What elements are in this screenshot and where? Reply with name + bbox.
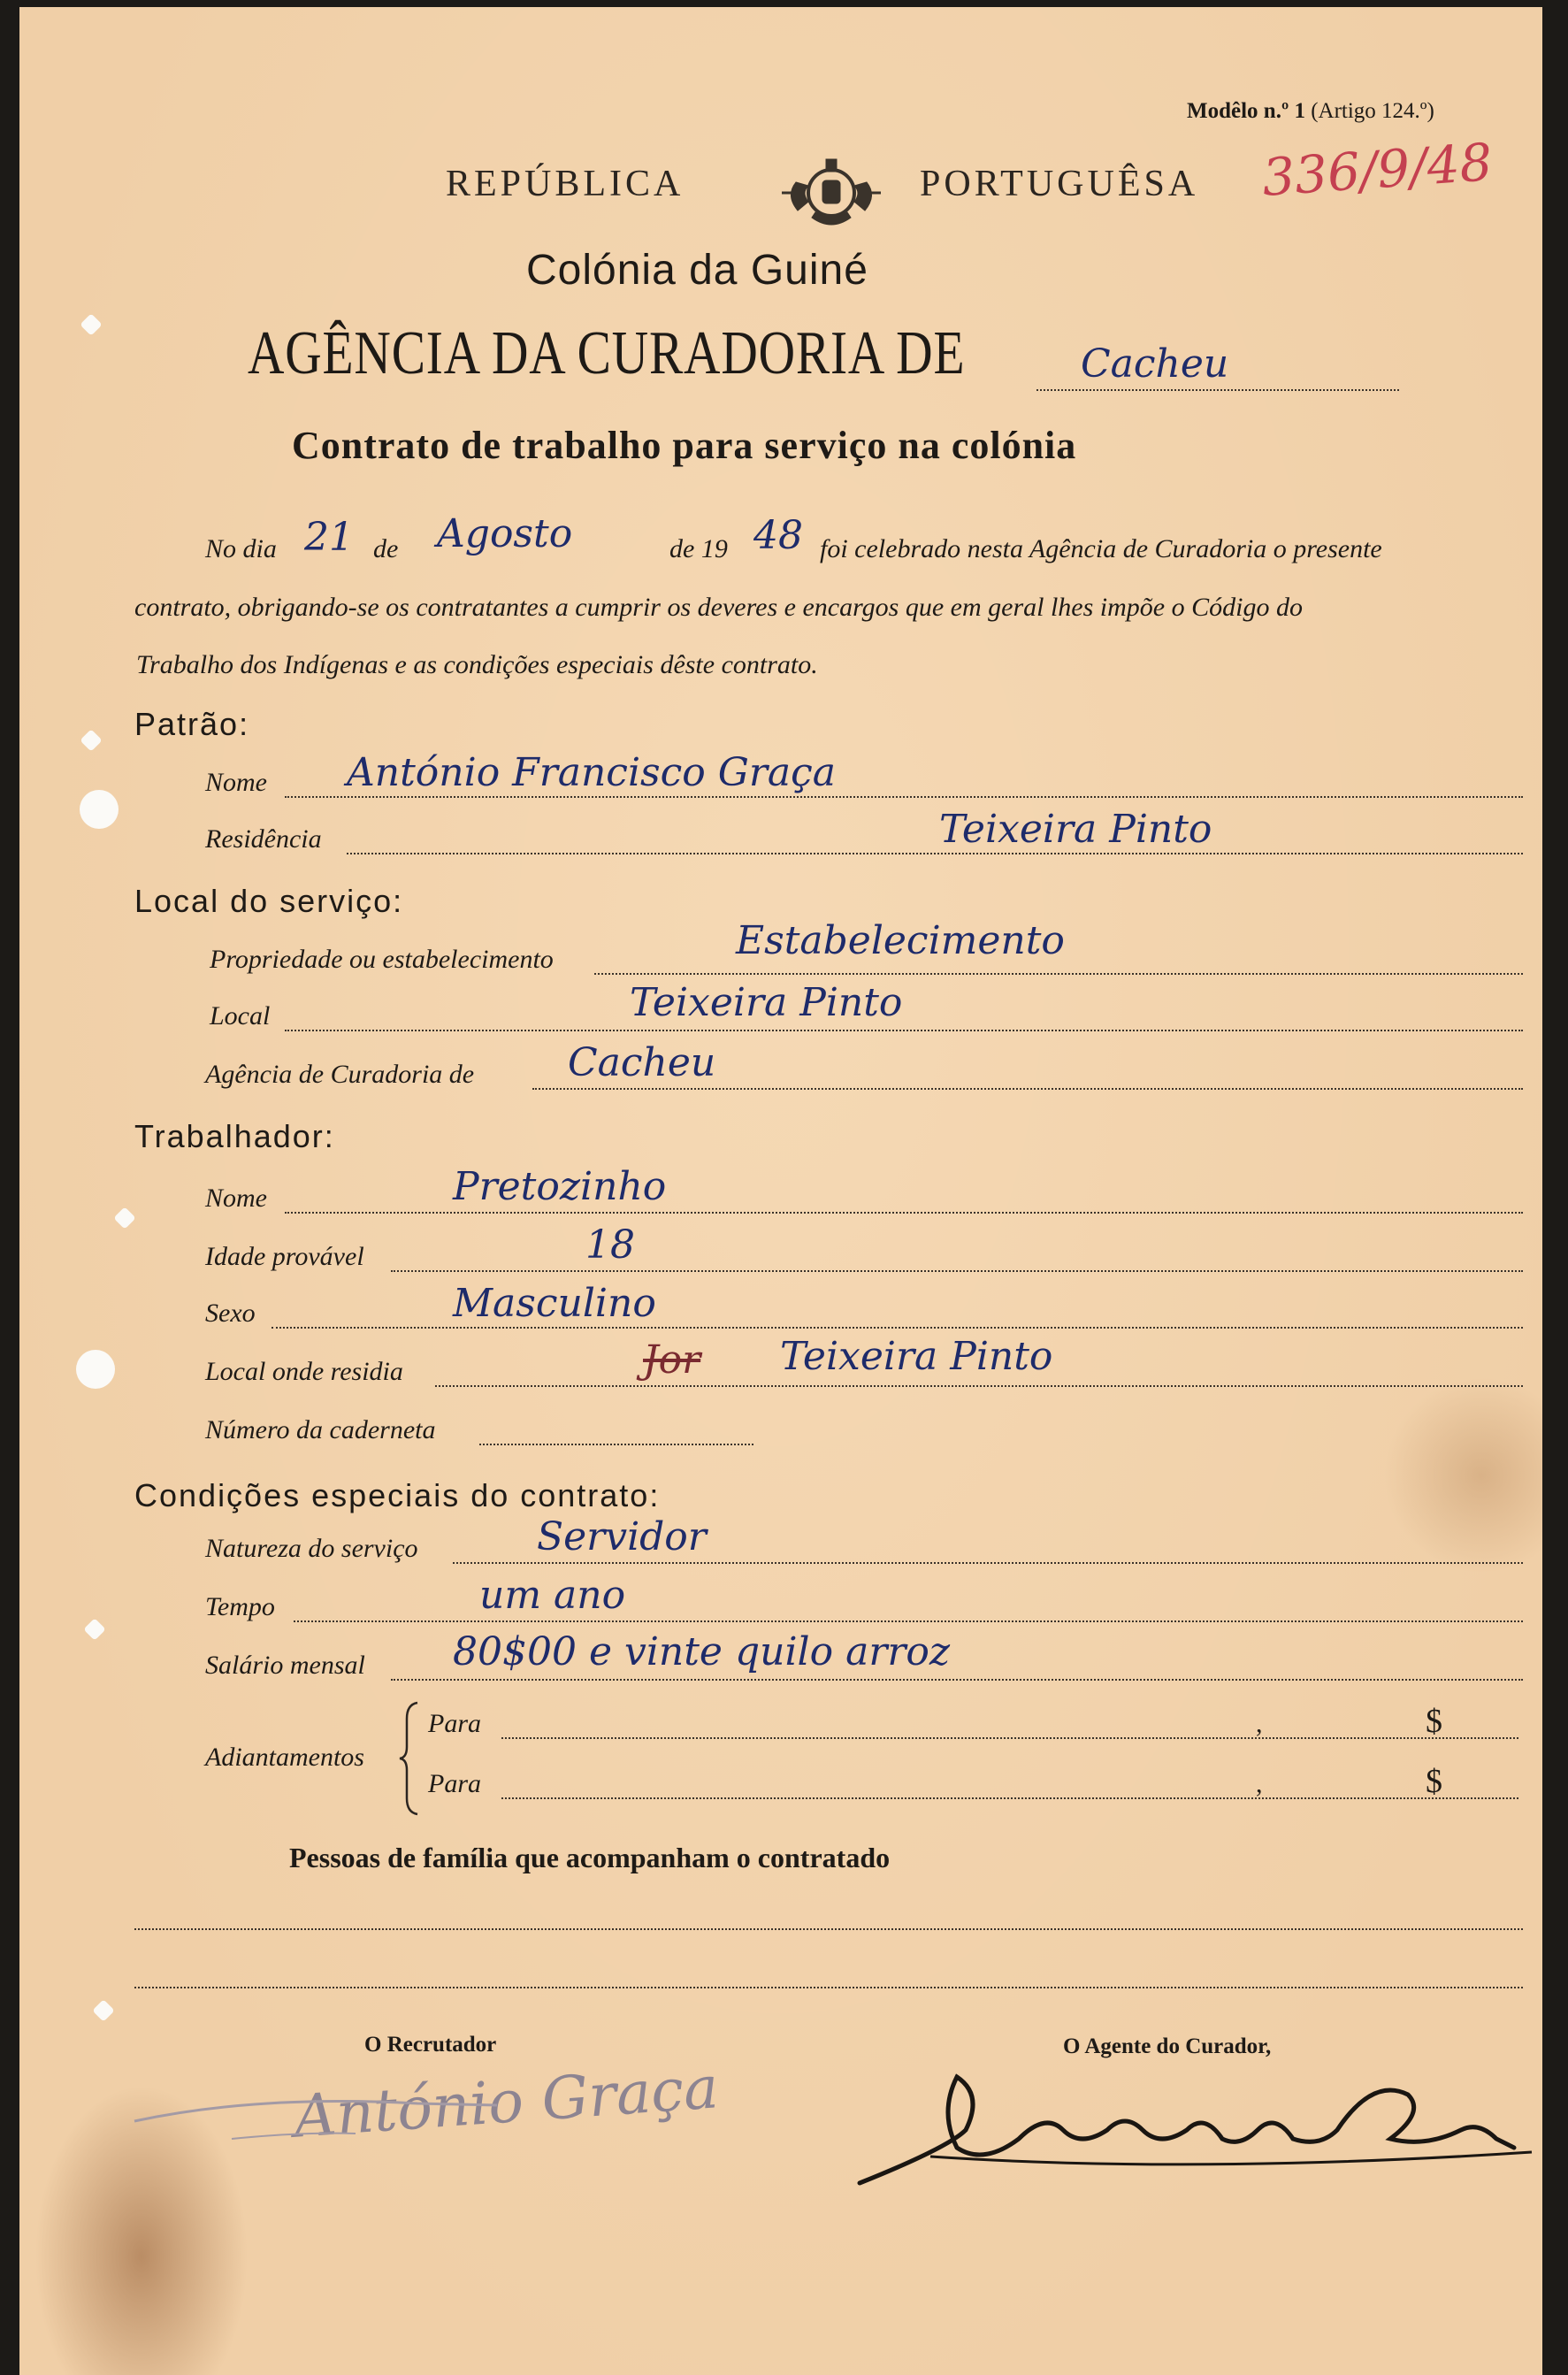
- patrao-nome-value: António Francisco Graça: [347, 750, 837, 795]
- para-1-comma: ,: [1256, 1709, 1263, 1738]
- salario-line: [391, 1679, 1523, 1681]
- portuguesa-label: PORTUGUÊSA: [920, 164, 1199, 204]
- patrao-nome-line: [285, 796, 1523, 798]
- punch-nick-3: [113, 1207, 135, 1229]
- propriedade-label: Propriedade ou estabelecimento: [210, 945, 554, 974]
- intro-rest-line1: foi celebrado nesta Agência de Curadoria o presente: [820, 534, 1382, 563]
- sexo-value: Masculino: [453, 1281, 656, 1326]
- intro-line2: contrato, obrigando-se os contratantes a cumprir os deveres e encargos que em geral lhes impõe o Código do: [134, 593, 1303, 622]
- idade-line: [391, 1270, 1523, 1272]
- idade-label: Idade provável: [205, 1242, 364, 1271]
- reference-number: 336/9/48: [1259, 131, 1495, 209]
- punch-nick-4: [83, 1618, 105, 1640]
- familia-line-2: [134, 1987, 1523, 1988]
- caderneta-label: Número da caderneta: [205, 1415, 436, 1444]
- condicoes-heading: Condições especiais do contrato:: [134, 1477, 661, 1513]
- adiantamentos-label: Adiantamentos: [205, 1743, 364, 1772]
- modelo-number: Modêlo n.º 1 (Artigo 124.º): [1187, 99, 1434, 123]
- punch-nick-2: [80, 729, 102, 751]
- para-2-dollar: $: [1426, 1763, 1442, 1800]
- local-line: [285, 1030, 1523, 1031]
- patrao-nome-label: Nome: [205, 768, 267, 797]
- document-title: Contrato de trabalho para serviço na colónia: [292, 424, 1077, 467]
- local-value: Teixeira Pinto: [630, 980, 903, 1025]
- colony-name: Colónia da Guiné: [526, 247, 868, 294]
- propriedade-line: [594, 973, 1523, 975]
- idade-value: 18: [585, 1222, 635, 1268]
- trabalhador-nome-line: [285, 1212, 1523, 1214]
- intro-de: de: [373, 534, 399, 563]
- para-2-line: [501, 1797, 1518, 1799]
- recrutador-signature: António Graça: [291, 2053, 721, 2151]
- propriedade-value: Estabelecimento: [736, 918, 1065, 963]
- residia-label: Local onde residia: [205, 1357, 403, 1386]
- residia-struck-value: Jor: [643, 1337, 701, 1383]
- agencia-curadoria-line: [532, 1088, 1523, 1090]
- contract-document: [19, 7, 1542, 2375]
- tempo-line: [294, 1620, 1523, 1622]
- agency-dotted-line: [1036, 389, 1399, 391]
- caderneta-line: [479, 1444, 753, 1445]
- familia-line-1: [134, 1928, 1523, 1930]
- patrao-heading: Patrão:: [134, 706, 250, 742]
- local-servico-heading: Local do serviço:: [134, 883, 404, 919]
- salario-label: Salário mensal: [205, 1651, 365, 1680]
- agencia-curadoria-label: Agência de Curadoria de: [205, 1060, 475, 1089]
- residia-line: [435, 1385, 1523, 1387]
- punch-hole-2: [76, 1350, 115, 1389]
- salario-value: 80$00 e vinte quilo arroz: [453, 1629, 951, 1674]
- natureza-value: Servidor: [537, 1514, 707, 1559]
- familia-heading: Pessoas de família que acompanham o contratado: [289, 1842, 891, 1873]
- para-2-label: Para: [428, 1769, 481, 1798]
- agente-label: O Agente do Curador,: [1063, 2034, 1272, 2058]
- intro-day: 21: [304, 515, 354, 560]
- agency-heading: AGÊNCIA DA CURADORIA DE: [248, 319, 966, 387]
- recrutador-label: O Recrutador: [364, 2033, 497, 2057]
- natureza-label: Natureza do serviço: [205, 1534, 418, 1563]
- republica-label: REPÚBLICA: [446, 164, 685, 204]
- patrao-residencia-value: Teixeira Pinto: [939, 807, 1212, 852]
- intro-month: Agosto: [437, 511, 573, 556]
- trabalhador-nome-label: Nome: [205, 1184, 267, 1213]
- recrutador-signature-flourish: [126, 2068, 585, 2157]
- punch-nick-1: [80, 313, 102, 335]
- para-2-comma: ,: [1256, 1769, 1263, 1798]
- sexo-label: Sexo: [205, 1299, 256, 1328]
- residia-value: Teixeira Pinto: [780, 1334, 1053, 1379]
- para-1-dollar: $: [1426, 1703, 1442, 1740]
- tempo-value: um ano: [479, 1573, 626, 1618]
- natureza-line: [453, 1562, 1523, 1564]
- para-1-line: [501, 1737, 1518, 1739]
- tempo-label: Tempo: [205, 1592, 275, 1621]
- trabalhador-nome-value: Pretozinho: [453, 1164, 667, 1209]
- agente-signature: [842, 2042, 1542, 2201]
- patrao-residencia-line: [347, 853, 1523, 854]
- coat-of-arms-icon: [778, 147, 884, 235]
- sexo-line: [272, 1327, 1523, 1329]
- intro-de-ano: de 19: [669, 534, 728, 563]
- trabalhador-heading: Trabalhador:: [134, 1118, 335, 1154]
- punch-hole-1: [80, 790, 119, 829]
- patrao-residencia-label: Residência: [205, 824, 322, 854]
- para-1-label: Para: [428, 1709, 481, 1738]
- punch-nick-5: [92, 1999, 114, 2021]
- intro-year: 48: [753, 513, 803, 558]
- intro-no-dia: No dia: [205, 534, 277, 563]
- intro-line3: Trabalho dos Indígenas e as condições especiais dêste contrato.: [136, 650, 818, 679]
- adiantamentos-brace: [398, 1701, 421, 1816]
- agencia-curadoria-value: Cacheu: [568, 1040, 716, 1085]
- local-label: Local: [210, 1001, 271, 1030]
- agency-value: Cacheu: [1081, 341, 1229, 387]
